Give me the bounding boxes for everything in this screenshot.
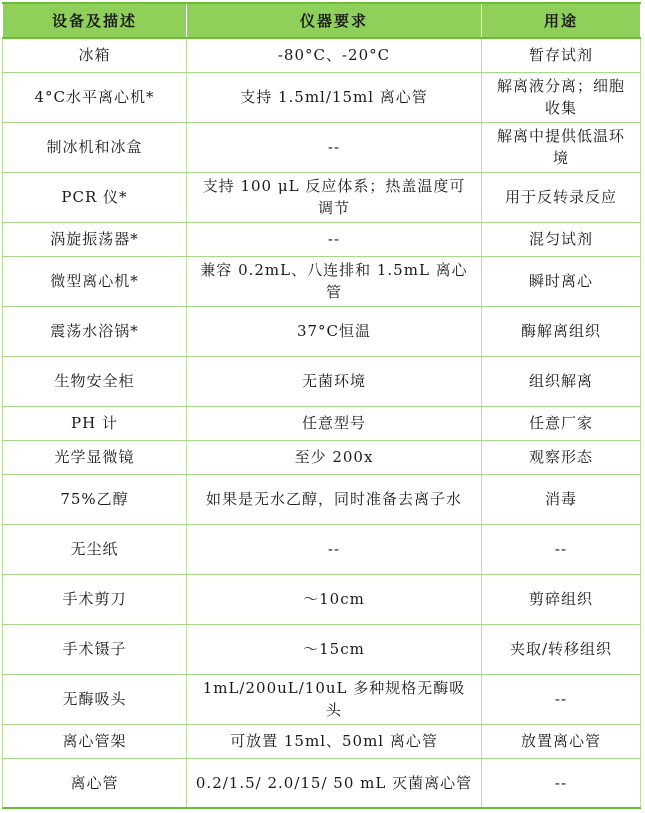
cell-usage: 暂存试剂 [482, 38, 641, 72]
table-row [3, 758, 641, 808]
header-usage: 用途 [482, 3, 641, 38]
table-row [3, 72, 641, 122]
cell-requirement: 无菌环境 [187, 356, 482, 406]
cell-usage: -- [482, 524, 641, 574]
cell-equipment: 手术镊子 [3, 624, 187, 674]
cell-requirement: ～10cm [187, 574, 482, 624]
cell-equipment: 冰箱 [3, 38, 187, 72]
cell-requirement: -- [187, 122, 482, 172]
cell-requirement: 至少 200x [187, 440, 482, 474]
cell-usage: 剪碎组织 [482, 574, 641, 624]
table-row [3, 474, 641, 524]
cell-equipment: 生物安全柜 [3, 356, 187, 406]
cell-equipment: 无酶吸头 [3, 674, 187, 724]
table-row [3, 524, 641, 574]
cell-requirement: 任意型号 [187, 406, 482, 440]
cell-requirement: 可放置 15ml、50ml 离心管 [187, 724, 482, 758]
cell-usage: 用于反转录反应 [482, 172, 641, 222]
cell-usage: 放置离心管 [482, 724, 641, 758]
cell-equipment: 75%乙醇 [3, 474, 187, 524]
cell-usage: 解离中提供低温环境 [482, 122, 641, 172]
cell-equipment: 手术剪刀 [3, 574, 187, 624]
cell-equipment: 4°C水平离心机* [3, 72, 187, 122]
table-header-row [3, 3, 641, 38]
cell-requirement: 支持 100 μL 反应体系；热盖温度可调节 [187, 172, 482, 222]
table-row [3, 356, 641, 406]
cell-usage: 观察形态 [482, 440, 641, 474]
table-row [3, 222, 641, 256]
cell-equipment: 光学显微镜 [3, 440, 187, 474]
cell-usage: 酶解离组织 [482, 306, 641, 356]
cell-equipment: PCR 仪* [3, 172, 187, 222]
cell-requirement: ～15cm [187, 624, 482, 674]
cell-requirement: 支持 1.5ml/15ml 离心管 [187, 72, 482, 122]
cell-requirement: -80°C、-20°C [187, 38, 482, 72]
table-row [3, 172, 641, 222]
cell-usage: 组织解离 [482, 356, 641, 406]
cell-requirement: -- [187, 222, 482, 256]
table-row [3, 38, 641, 72]
cell-requirement: 1mL/200uL/10uL 多种规格无酶吸头 [187, 674, 482, 724]
cell-equipment: 离心管 [3, 758, 187, 808]
cell-equipment: 制冰机和冰盒 [3, 122, 187, 172]
cell-requirement: 37°C恒温 [187, 306, 482, 356]
cell-usage: 消毒 [482, 474, 641, 524]
table-row [3, 674, 641, 724]
cell-usage: -- [482, 758, 641, 808]
table-row [3, 574, 641, 624]
cell-usage: -- [482, 674, 641, 724]
cell-equipment: PH 计 [3, 406, 187, 440]
table-row [3, 306, 641, 356]
table-row [3, 122, 641, 172]
cell-equipment: 微型离心机* [3, 256, 187, 306]
cell-requirement: 兼容 0.2mL、八连排和 1.5mL 离心管 [187, 256, 482, 306]
cell-usage: 夹取/转移组织 [482, 624, 641, 674]
cell-usage: 解离液分离；细胞收集 [482, 72, 641, 122]
cell-usage: 瞬时离心 [482, 256, 641, 306]
cell-usage: 任意厂家 [482, 406, 641, 440]
table-row [3, 406, 641, 440]
header-equipment: 设备及描述 [3, 3, 187, 38]
header-requirement: 仪器要求 [187, 3, 482, 38]
cell-requirement: -- [187, 524, 482, 574]
cell-equipment: 震荡水浴锅* [3, 306, 187, 356]
cell-usage: 混匀试剂 [482, 222, 641, 256]
table-row [3, 624, 641, 674]
equipment-table [2, 2, 641, 809]
equipment-table-container [2, 2, 640, 809]
cell-equipment: 离心管架 [3, 724, 187, 758]
table-row [3, 256, 641, 306]
cell-equipment: 无尘纸 [3, 524, 187, 574]
cell-equipment: 涡旋振荡器* [3, 222, 187, 256]
table-row [3, 440, 641, 474]
table-row [3, 724, 641, 758]
cell-requirement: 如果是无水乙醇，同时准备去离子水 [187, 474, 482, 524]
cell-requirement: 0.2/1.5/ 2.0/15/ 50 mL 灭菌离心管 [187, 758, 482, 808]
